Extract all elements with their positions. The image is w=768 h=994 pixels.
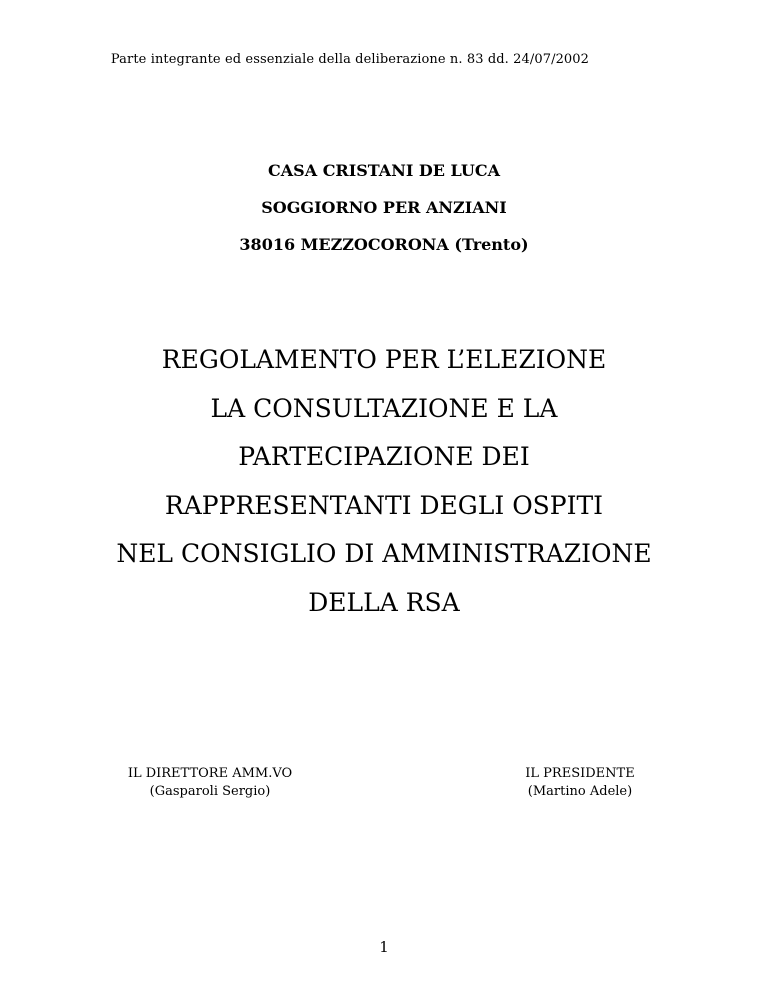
signature-director-name: (Gasparoli Sergio) (149, 784, 271, 799)
signature-president-role: IL PRESIDENTE (525, 766, 635, 781)
signature-director-role: IL DIRETTORE AMM.VO (127, 766, 293, 781)
organization-name: CASA CRISTANI DE LUCA (268, 161, 500, 180)
title-line-2: LA CONSULTAZIONE E LA (210, 393, 558, 423)
document-title (0, 340, 768, 631)
page-number: 1 (379, 938, 389, 956)
organization-type: SOGGIORNO PER ANZIANI (261, 198, 507, 217)
title-line-4: RAPPRESENTANTI DEGLI OSPITI (164, 490, 604, 520)
title-line-1: REGOLAMENTO PER L’ELEZIONE (161, 345, 607, 374)
header-note: Parte integrante ed essenziale della deliberazione n. 83 dd. 24/07/2002 (110, 52, 590, 67)
organization-address: 38016 MEZZOCORONA (Trento) (239, 235, 529, 254)
signature-president (480, 765, 680, 801)
signature-president-name: (Martino Adele) (527, 784, 633, 799)
signature-director (110, 765, 310, 801)
title-line-5: NEL CONSIGLIO DI AMMINISTRAZIONE (116, 539, 652, 568)
title-line-6: DELLA RSA (308, 587, 460, 617)
organization-block (0, 158, 768, 269)
title-line-3: PARTECIPAZIONE DEI (238, 442, 530, 471)
